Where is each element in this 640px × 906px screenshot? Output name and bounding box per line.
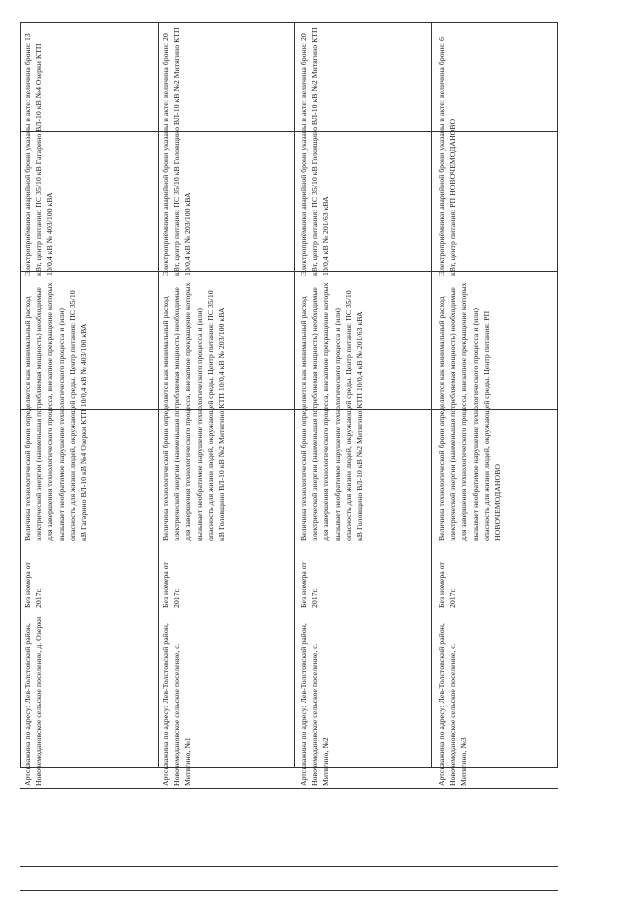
doc-cell: Без номера от 2017г. xyxy=(299,562,320,608)
reason-cell: Величина технологической брони определяется как минимальный расход электрической энергии (наименьшая потребляемая мощность) необходимые для завершения технологического процесса, внезапное прекращение которых вызывает необратимое нарушение технологического процесса и (или) опасность для жизни людей, окружающей среды. Центр питания: ПС 35/10 кВ Головщино ВЛ-10 кВ №2 Митягино КТП 10/0,4 кВ № 203/100 кВА xyxy=(161,282,227,541)
emergency-cell: Электроприёмники аварийной брони указаны в акте: величина брони: 20 кВт, центр питания: ПС 35/10 кВ Головщино ВЛ-10 кВ №2 Митягино КТП 10/0,4 кВ № 203/100 кВА xyxy=(161,27,193,276)
column-divider xyxy=(431,23,432,767)
emergency-cell: Электроприёмники аварийной брони указаны в акте: величина брони: 6 кВт, центр питания: РП НОВОЧЕМОДАНОВО xyxy=(437,37,458,276)
doc-cell: Без номера от 2017г. xyxy=(437,562,458,608)
object-cell: Артскважина по адресу: Лев-Толстовский район, Новочемодановское сельское поселение, с. Митягино, №3 xyxy=(437,623,469,786)
emergency-cell: Электроприёмники аварийной брони указаны в акте: величина брони: 20 кВт, центр питания: ПС 35/10 кВ Головщино ВЛ-10 кВ №2 Митягино КТП 10/0,4 кВ № 201/63 кВА xyxy=(299,27,331,276)
doc-cell: Без номера от 2017г. xyxy=(23,562,44,608)
table-line xyxy=(20,890,558,891)
table-line xyxy=(20,866,558,867)
emergency-cell: Электроприёмники аварийной брони указаны в акте: величина брони: 13 кВт, центр питания: ПС 35/10 кВ Гагарино ВЛ-10 кВ №4 Озерки КТП 10/0,4 кВ № 403/100 кВА xyxy=(23,33,55,276)
object-cell: Артскважина по адресу: Лев-Толстовский район, Новочемодановское сельское поселение, с. Митягино, №1 xyxy=(161,623,193,786)
reason-cell: Величина технологической брони определяется как минимальный расход электрической энергии (наименьшая потребляемая мощность) необходимые для завершения технологического процесса, внезапное прекращение которых вызывает необратимое нарушение технологического процесса и (или) опасность для жизни людей, окружающей среды. Центр питания: ПС 35/10 кВ Гагарино ВЛ-10 кВ №4 Озерки КТП 10/0,4 кВ № 403/100 кВА xyxy=(23,282,89,541)
reason-cell: Величина технологической брони определяется как минимальный расход электрической энергии (наименьшая потребляемая мощность) необходимые для завершения технологического процесса, внезапное прекращение которых вызывает необратимое нарушение технологического процесса и (или) опасность для жизни людей, окружающей среды. Центр питания: РП НОВОЧЕМОДАНОВО xyxy=(437,282,503,541)
object-cell: Артскважина по адресу: Лев-Толстовский район, Новочемодановское сельское поселение, с. Митягино, №2 xyxy=(299,623,331,786)
reason-cell: Величина технологической брони определяется как минимальный расход электрической энергии (наименьшая потребляемая мощность) необходимые для завершения технологического процесса, внезапное прекращение которых вызывает необратимое нарушение технологического процесса и (или) опасность для жизни людей, окружающей среды. Центр питания: ПС 35/10 кВ Головщино ВЛ-10 кВ №2 Митягино КТП 10/0,4 кВ № 201/63 кВА xyxy=(299,282,365,541)
column-divider xyxy=(294,23,295,767)
doc-cell: Без номера от 2017г. xyxy=(161,562,182,608)
object-cell: Артскважина по адресу: Лев-Толстовский район, Новочемодановское сельское поселение, д. Озерки xyxy=(23,616,44,786)
column-divider xyxy=(158,23,159,767)
table-line xyxy=(20,788,558,789)
